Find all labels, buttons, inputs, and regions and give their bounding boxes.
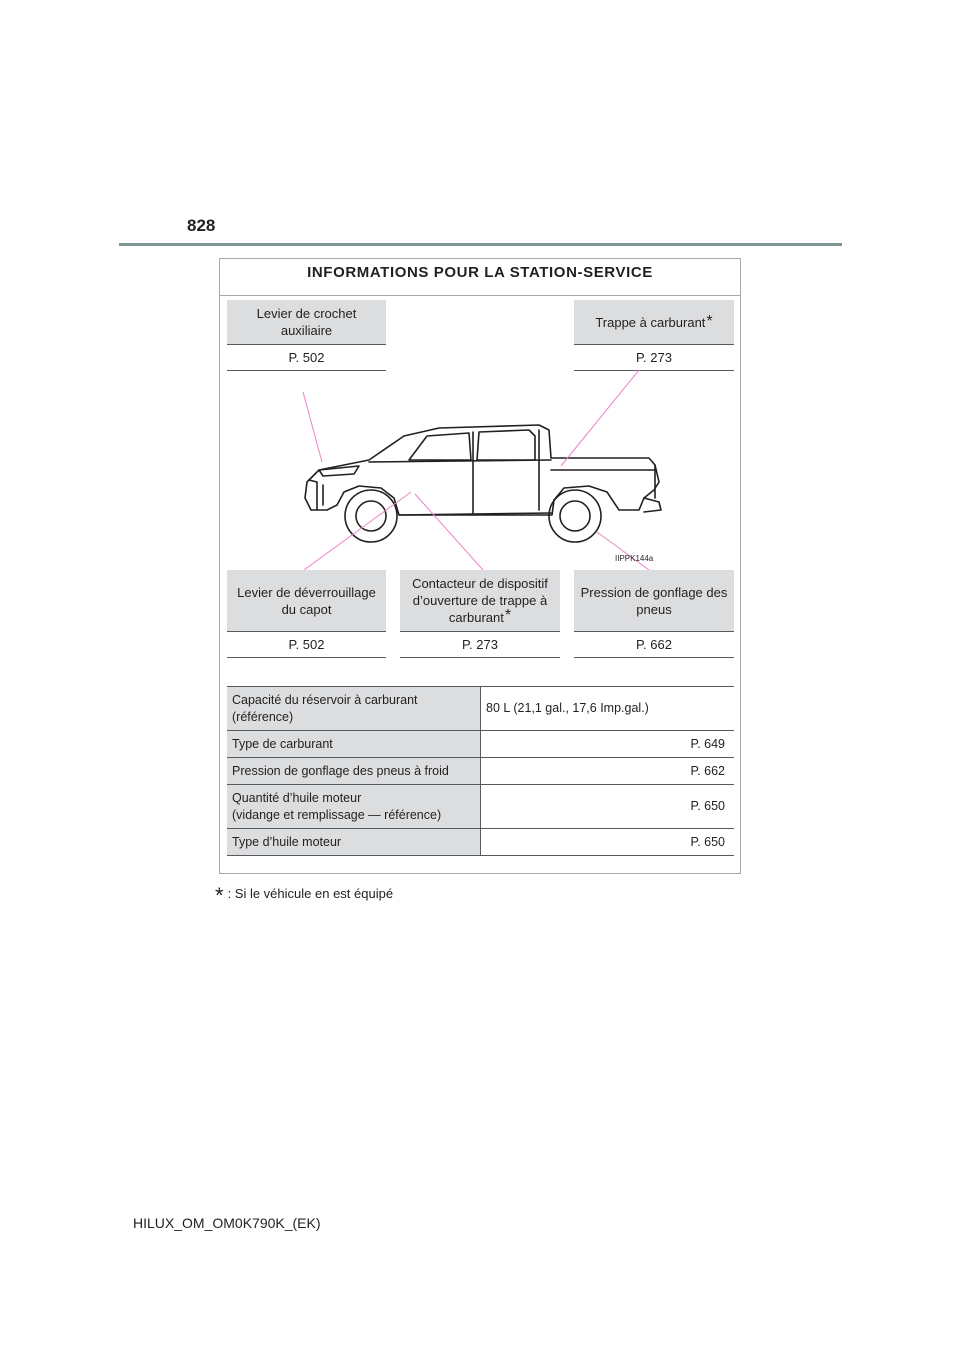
spec-key: Type d’huile moteur xyxy=(227,829,481,856)
table-row xyxy=(227,785,734,829)
footnote-text: : Si le véhicule en est équipé xyxy=(227,886,394,901)
footnote xyxy=(215,883,393,909)
front-window xyxy=(409,433,471,460)
callout-text-body: Contacteur de dispositif d’ouverture de trappe à carburant xyxy=(412,576,548,625)
table-row xyxy=(227,758,734,785)
spec-value: P. 662 xyxy=(481,758,735,785)
page-number: 828 xyxy=(187,216,216,235)
callout-label-fuel-door: Trappe à carburant * xyxy=(574,300,734,345)
footnote-symbol: * xyxy=(215,883,224,908)
panel-title: INFORMATIONS POUR LA STATION-SERVICE xyxy=(307,264,653,281)
callout-label-hood-release xyxy=(227,570,386,632)
callout-page-tire-pressure: P. 662 xyxy=(574,632,734,658)
document-code: HILUX_OM_OM0K790K_(EK) xyxy=(133,1215,321,1231)
leader-line-fuel-door xyxy=(561,370,639,466)
rear-wheel-rim xyxy=(560,501,590,531)
leader-line-hood-release xyxy=(304,492,411,570)
spec-key: Quantité d’huile moteur (vidange et remplissage — référence) xyxy=(227,785,481,829)
title-rule xyxy=(219,295,741,296)
asterisk-mark: * xyxy=(504,607,512,624)
header-rule xyxy=(119,243,842,246)
callout-text: Levier de crochet auxiliaire xyxy=(256,306,357,338)
front-wheel-rim xyxy=(356,501,386,531)
spec-key: Type de carburant xyxy=(227,731,481,758)
callout-page-fuel-door: P. 273 xyxy=(574,345,734,371)
rear-bumper xyxy=(644,498,661,512)
table-row xyxy=(227,829,734,856)
callout-text: Pression de gonflage des pneus xyxy=(580,584,728,617)
truck-bed xyxy=(551,465,655,498)
artwork-code: IIPPK144a xyxy=(615,554,654,563)
leader-line-tire-pressure xyxy=(597,532,649,570)
callout-label-tow-hook xyxy=(227,300,386,345)
spec-value: P. 650 xyxy=(481,785,735,829)
headlight xyxy=(319,466,359,476)
front-grille xyxy=(309,480,323,510)
callout-page-hood-release: P. 502 xyxy=(227,632,386,658)
spec-value: 80 L (21,1 gal., 17,6 Imp.gal.) xyxy=(481,687,735,731)
beltline xyxy=(369,460,551,462)
callout-page-tow-hook: P. 502 xyxy=(227,345,386,371)
callout-text: Levier de déverrouillage du capot xyxy=(237,584,376,617)
spec-value: P. 650 xyxy=(481,829,735,856)
callout-label-tire-pressure xyxy=(574,570,734,632)
callout-text xyxy=(404,575,556,626)
callout-label-fuel-opener xyxy=(400,570,560,632)
rear-wheel-tire xyxy=(549,490,601,542)
callout-text: Trappe à carburant xyxy=(595,314,706,330)
table-row xyxy=(227,731,734,758)
callout-page-fuel-opener: P. 273 xyxy=(400,632,560,658)
table-row xyxy=(227,687,734,731)
spec-value: P. 649 xyxy=(481,731,735,758)
rear-window xyxy=(477,430,535,460)
spec-key: Pression de gonflage des pneus à froid xyxy=(227,758,481,785)
vehicle-illustration xyxy=(219,370,741,570)
spec-key: Capacité du réservoir à carburant (référence) xyxy=(227,687,481,731)
leader-line-tow-hook xyxy=(303,392,322,462)
spec-table xyxy=(227,686,734,856)
